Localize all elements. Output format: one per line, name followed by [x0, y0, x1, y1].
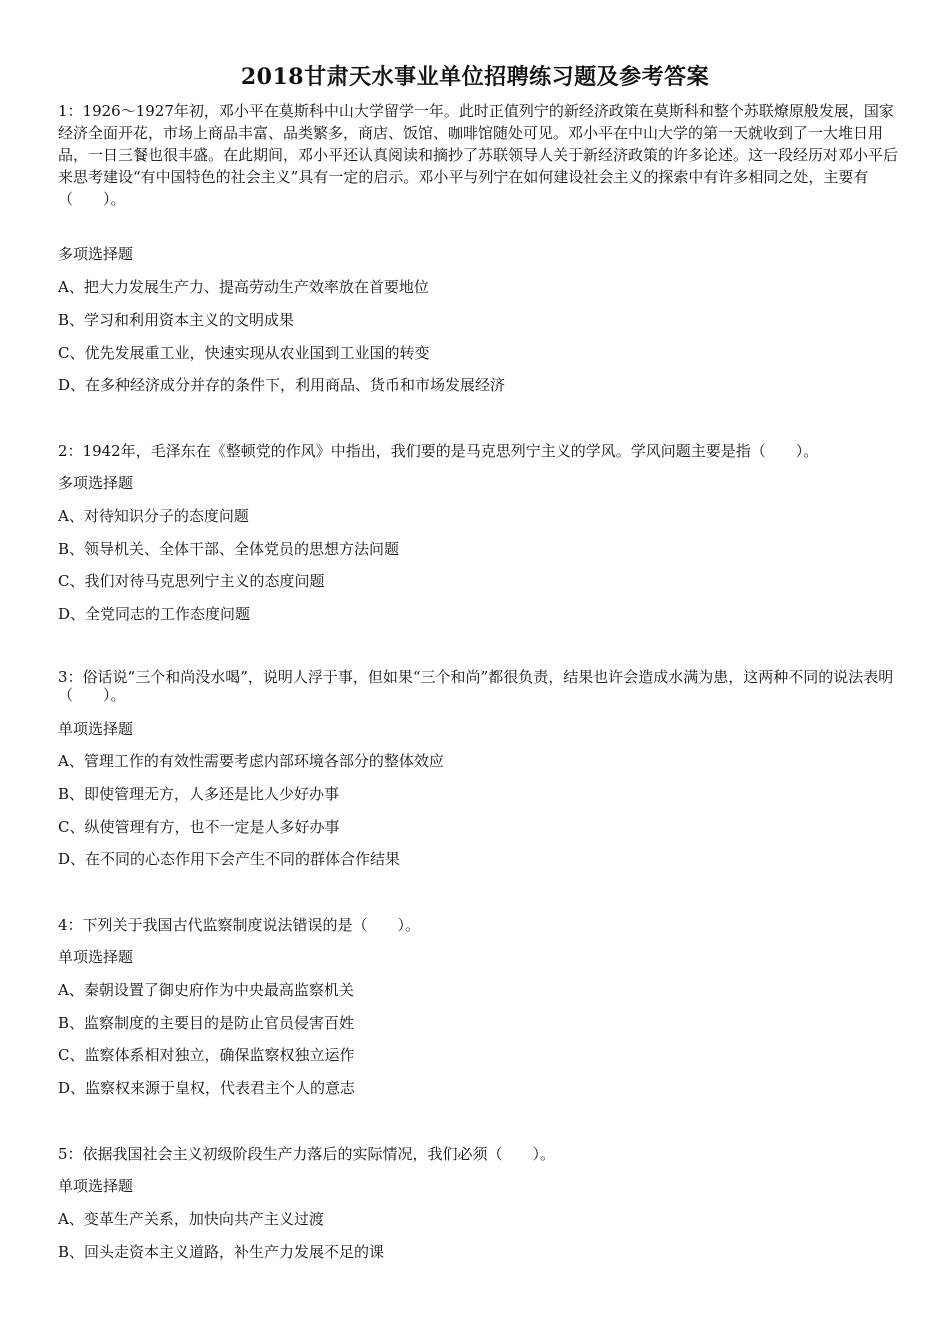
option-text: C、监察体系相对独立，确保监察权独立运作 — [58, 1046, 355, 1064]
question-2-option-c — [58, 570, 898, 592]
question-2 — [58, 440, 908, 462]
option-text: D、在多种经济成分并存的条件下，利用商品、货币和市场发展经济 — [58, 376, 506, 394]
question-1-option-a — [58, 276, 898, 298]
question-type-label: 单项选择题 — [58, 720, 134, 738]
question-type-label: 单项选择题 — [58, 1177, 134, 1195]
option-text: D、在不同的心态作用下会产生不同的群体合作结果 — [58, 850, 401, 868]
question-4-option-a — [58, 979, 898, 1001]
option-text: D、监察权来源于皇权，代表君主个人的意志 — [58, 1079, 356, 1097]
question-4-option-b — [58, 1012, 898, 1034]
question-1 — [58, 100, 898, 210]
option-text: C、纵使管理有方，也不一定是人多好办事 — [58, 818, 340, 836]
question-type-label: 多项选择题 — [58, 245, 134, 263]
question-3-option-c — [58, 816, 898, 838]
question-4-option-d — [58, 1077, 898, 1099]
option-text: C、我们对待马克思列宁主义的态度问题 — [58, 572, 325, 590]
option-text: D、全党同志的工作态度问题 — [58, 605, 251, 623]
question-type-label: 多项选择题 — [58, 474, 134, 492]
question-2-option-d — [58, 603, 898, 625]
option-text: C、优先发展重工业，快速实现从农业国到工业国的转变 — [58, 344, 430, 362]
option-text: B、即使管理无方，人多还是比人少好办事 — [58, 785, 340, 803]
question-5 — [58, 1143, 898, 1165]
question-3-type — [58, 718, 898, 740]
question-text: 1：1926～1927年初，邓小平在莫斯科中山大学留学一年。此时正值列宁的新经济政策在莫斯科和整个苏联燎原般发展，国家经济全面开花，市场上商品丰富、品类繁多，商店、饭馆、咖啡馆随处可见。邓小平在中山大学的第一天就收到了一大堆日用品，一日三餐也很丰盛。在此期间，邓小平还认真阅读和摘抄了苏联领导人关于新经济政策的许多论述。这一段经历对邓小平后来思考建设“有中国特色的社会主义”具有一定的启示。邓小平与列宁在如何建设社会主义的探索中有许多相同之处，主要有（ ）。 — [58, 102, 899, 208]
question-text: 3：俗话说“三个和尚没水喝”，说明人浮于事，但如果“三个和尚”都很负责，结果也许会造成水满为患，这两种不同的说法表明（ ）。 — [58, 668, 894, 704]
question-4 — [58, 914, 898, 936]
question-4-type — [58, 946, 898, 968]
question-5-option-a — [58, 1208, 898, 1230]
option-text: B、领导机关、全体干部、全体党员的思想方法问题 — [58, 540, 400, 558]
question-text: 2：1942年，毛泽东在《整顿党的作风》中指出，我们要的是马克思列宁主义的学风。学风问题主要是指（ ）。 — [58, 442, 819, 460]
question-text: 4：下列关于我国古代监察制度说法错误的是（ ）。 — [58, 916, 421, 934]
question-3-option-d — [58, 848, 898, 870]
question-1-type — [58, 243, 898, 265]
option-text: A、秦朝设置了御史府作为中央最高监察机关 — [58, 981, 354, 999]
option-text: A、对待知识分子的态度问题 — [58, 507, 249, 525]
option-text: A、管理工作的有效性需要考虑内部环境各部分的整体效应 — [58, 752, 444, 770]
option-text: A、把大力发展生产力、提高劳动生产效率放在首要地位 — [58, 278, 429, 296]
question-type-label: 单项选择题 — [58, 948, 134, 966]
option-text: B、学习和利用资本主义的文明成果 — [58, 311, 295, 329]
option-text: B、回头走资本主义道路，补生产力发展不足的课 — [58, 1243, 385, 1261]
question-3-option-a — [58, 750, 898, 772]
question-5-type — [58, 1175, 898, 1197]
document-title: 2018甘肃天水事业单位招聘练习题及参考答案 — [240, 64, 710, 90]
question-1-option-d — [58, 374, 898, 396]
question-1-option-b — [58, 309, 898, 331]
question-2-option-b — [58, 538, 898, 560]
question-4-option-c — [58, 1044, 898, 1066]
question-1-option-c — [58, 342, 898, 364]
option-text: B、监察制度的主要目的是防止官员侵害百姓 — [58, 1014, 355, 1032]
question-3 — [58, 668, 898, 704]
question-2-option-a — [58, 505, 898, 527]
option-text: A、变革生产关系，加快向共产主义过渡 — [58, 1210, 324, 1228]
question-5-option-b — [58, 1241, 898, 1263]
question-2-type — [58, 472, 898, 494]
question-text: 5：依据我国社会主义初级阶段生产力落后的实际情况，我们必须（ ）。 — [58, 1145, 556, 1163]
question-3-option-b — [58, 783, 898, 805]
